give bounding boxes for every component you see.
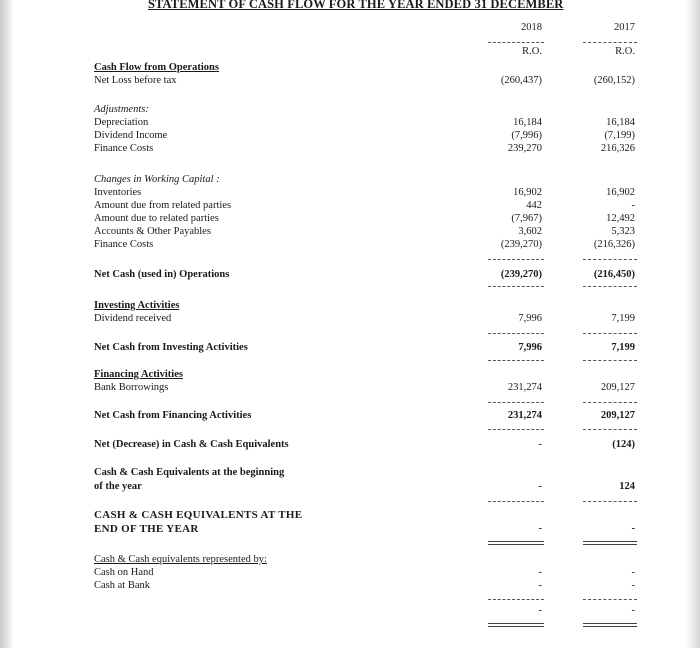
- end-balance-label-line1: CASH & CASH EQUIVALENTS AT THE: [94, 509, 303, 521]
- working-capital-2017: -: [631, 200, 635, 211]
- column-year-2017: 2017: [614, 22, 635, 33]
- investing-heading: Investing Activities: [94, 300, 180, 311]
- represented-by-heading: Cash & Cash equivalents represented by:: [94, 554, 267, 565]
- page-edge-shadow-left: [0, 0, 14, 648]
- working-capital-2018: (239,270): [500, 239, 542, 250]
- working-capital-2017: 5,323: [611, 226, 635, 237]
- represented-total-2018: -: [538, 605, 542, 616]
- net-loss-2018: (260,437): [500, 75, 542, 86]
- represented-double-rule-2017: [583, 623, 637, 627]
- net-financing-label: Net Cash from Financing Activities: [94, 410, 252, 421]
- cash-on-hand-label: Cash on Hand: [94, 567, 154, 578]
- working-capital-label: Amount due from related parties: [94, 200, 232, 211]
- operations-heading: Cash Flow from Operations: [94, 62, 219, 73]
- beginning-divider-2018: [488, 501, 544, 502]
- page-edge-shadow-right: [686, 0, 700, 648]
- net-investing-2018: 7,996: [518, 342, 542, 353]
- working-capital-2018: 442: [526, 200, 542, 211]
- adjustment-2018: (7,996): [511, 130, 542, 141]
- financing-divider-2018: [488, 402, 544, 403]
- dividend-received-2018: 7,996: [518, 313, 542, 324]
- end-balance-double-rule-2018: [488, 541, 544, 545]
- adjustments-heading: Adjustments:: [94, 104, 149, 115]
- working-capital-label: Amount due to related parties: [94, 213, 219, 224]
- net-operations-2017: (216,450): [593, 269, 635, 280]
- total-divider-2017: [583, 286, 637, 287]
- working-capital-2017: 16,902: [606, 187, 635, 198]
- investing-divider-2018: [488, 333, 544, 334]
- adjustment-2018: 16,184: [513, 117, 542, 128]
- working-capital-label: Inventories: [94, 187, 142, 198]
- adjustment-label: Dividend Income: [94, 130, 168, 141]
- represented-total-2017: -: [631, 605, 635, 616]
- net-investing-2017: 7,199: [611, 342, 635, 353]
- end-balance-double-rule-2017: [583, 541, 637, 545]
- beginning-balance-2018: -: [538, 481, 542, 492]
- beginning-balance-label-line2: of the year: [94, 481, 142, 492]
- net-decrease-2017: (124): [612, 439, 635, 450]
- net-loss-label: Net Loss before tax: [94, 75, 177, 86]
- net-loss-2017: (260,152): [593, 75, 635, 86]
- net-financing-2018: 231,274: [507, 410, 542, 421]
- beginning-balance-label-line1: Cash & Cash Equivalents at the beginning: [94, 467, 285, 478]
- adjustment-2017: 16,184: [606, 117, 635, 128]
- working-capital-2017: 12,492: [606, 213, 635, 224]
- total-divider-2018: [488, 286, 544, 287]
- end-balance-2017: -: [631, 523, 635, 534]
- working-capital-2018: (7,967): [511, 213, 542, 224]
- adjustment-2017: 216,326: [600, 143, 635, 154]
- dividend-received-label: Dividend received: [94, 313, 172, 324]
- adjustment-2017: (7,199): [604, 130, 635, 141]
- adjustment-label: Finance Costs: [94, 143, 154, 154]
- subtotal-divider-2017: [583, 259, 637, 260]
- working-capital-label: Finance Costs: [94, 239, 154, 250]
- represented-divider-2018: [488, 599, 544, 600]
- subtotal-divider-2018: [488, 259, 544, 260]
- beginning-divider-2017: [583, 501, 637, 502]
- working-capital-2018: 3,602: [518, 226, 542, 237]
- unit-2018: R.O.: [522, 46, 542, 57]
- net-operations-label: Net Cash (used in) Operations: [94, 269, 230, 280]
- header-divider-2018: [488, 42, 544, 43]
- dividend-received-2017: 7,199: [611, 313, 635, 324]
- bank-borrowings-2018: 231,274: [507, 382, 542, 393]
- cash-at-bank-label: Cash at Bank: [94, 580, 150, 591]
- end-balance-label-line2: END OF THE YEAR: [94, 523, 199, 535]
- financing-total-divider-2018: [488, 429, 544, 430]
- financing-heading: Financing Activities: [94, 369, 183, 380]
- investing-total-divider-2017: [583, 360, 637, 361]
- net-financing-2017: 209,127: [600, 410, 635, 421]
- statement-title: STATEMENT OF CASH FLOW FOR THE YEAR ENDED 31 DECEMBER: [148, 0, 564, 11]
- represented-double-rule-2018: [488, 623, 544, 627]
- unit-2017: R.O.: [615, 46, 635, 57]
- represented-divider-2017: [583, 599, 637, 600]
- adjustment-label: Depreciation: [94, 117, 149, 128]
- cash-on-hand-2017: -: [631, 567, 635, 578]
- financing-divider-2017: [583, 402, 637, 403]
- end-balance-2018: -: [538, 523, 542, 534]
- investing-divider-2017: [583, 333, 637, 334]
- investing-total-divider-2018: [488, 360, 544, 361]
- cash-at-bank-2018: -: [538, 580, 542, 591]
- working-capital-label: Accounts & Other Payables: [94, 226, 211, 237]
- net-decrease-2018: -: [538, 439, 542, 450]
- header-divider-2017: [583, 42, 637, 43]
- bank-borrowings-label: Bank Borrowings: [94, 382, 169, 393]
- adjustment-2018: 239,270: [507, 143, 542, 154]
- financing-total-divider-2017: [583, 429, 637, 430]
- cash-on-hand-2018: -: [538, 567, 542, 578]
- net-operations-2018: (239,270): [500, 269, 542, 280]
- column-year-2018: 2018: [521, 22, 542, 33]
- beginning-balance-2017: 124: [619, 481, 635, 492]
- working-capital-heading: Changes in Working Capital :: [94, 174, 220, 185]
- working-capital-2017: (216,326): [593, 239, 635, 250]
- bank-borrowings-2017: 209,127: [600, 382, 635, 393]
- net-decrease-label: Net (Decrease) in Cash & Cash Equivalents: [94, 439, 289, 450]
- working-capital-2018: 16,902: [513, 187, 542, 198]
- cash-at-bank-2017: -: [631, 580, 635, 591]
- net-investing-label: Net Cash from Investing Activities: [94, 342, 248, 353]
